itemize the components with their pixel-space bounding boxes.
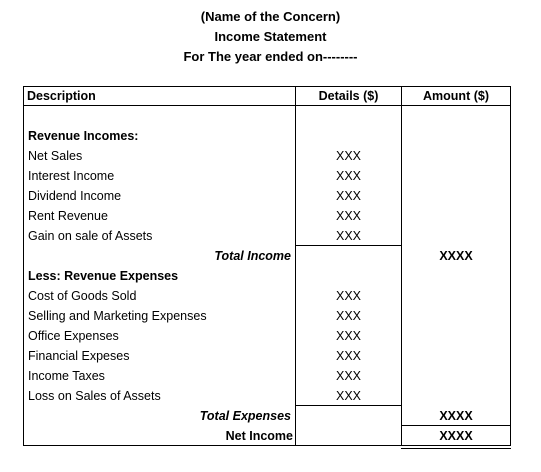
revenue-item-label: Gain on sale of Assets — [28, 229, 153, 243]
total-income-label: Total Income — [214, 249, 291, 263]
expense-item-details: XXX — [335, 329, 361, 343]
revenue-item-details: XXX — [335, 189, 361, 203]
expense-item-label: Office Expenses — [28, 329, 119, 343]
total-expenses-label: Total Expenses — [199, 409, 291, 423]
expense-item-details: XXX — [335, 309, 361, 323]
table-right-border — [510, 86, 511, 446]
statement-title: Income Statement — [214, 29, 327, 44]
net-income-amount: XXXX — [439, 429, 473, 443]
concern-name: (Name of the Concern) — [200, 9, 341, 24]
expense-item-label: Loss on Sales of Assets — [28, 389, 161, 403]
expense-item-label: Income Taxes — [28, 369, 105, 383]
expense-item-details: XXX — [335, 289, 361, 303]
expenses-heading: Less: Revenue Expenses — [28, 269, 179, 283]
revenue-item-label: Rent Revenue — [28, 209, 108, 223]
net-income-label: Net Income — [225, 429, 293, 443]
revenue-item-label: Net Sales — [28, 149, 83, 163]
total-income-amount: XXXX — [439, 249, 473, 263]
expense-item-details: XXX — [335, 389, 361, 403]
column-header-details: Details ($) — [318, 89, 379, 103]
expense-item-label: Financial Expeses — [28, 349, 130, 363]
revenue-item-label: Dividend Income — [28, 189, 122, 203]
table-left-border — [23, 86, 24, 446]
amount-column-divider — [401, 86, 402, 446]
expense-item-details: XXX — [335, 369, 361, 383]
column-header-description: Description — [27, 89, 96, 103]
revenue-item-label: Interest Income — [28, 169, 115, 183]
revenue-item-details: XXX — [335, 209, 361, 223]
net-income-double-rule — [401, 448, 511, 449]
total-expenses-amount: XXXX — [439, 409, 473, 423]
expense-item-details: XXX — [335, 349, 361, 363]
revenue-heading: Revenue Incomes: — [28, 129, 139, 143]
revenue-item-details: XXX — [335, 229, 361, 243]
expense-item-label: Selling and Marketing Expenses — [28, 309, 207, 323]
revenue-item-details: XXX — [335, 169, 361, 183]
period-line: For The year ended on-------- — [183, 49, 358, 64]
revenue-item-details: XXX — [335, 149, 361, 163]
column-header-amount: Amount ($) — [423, 89, 489, 103]
expense-item-label: Cost of Goods Sold — [28, 289, 137, 303]
